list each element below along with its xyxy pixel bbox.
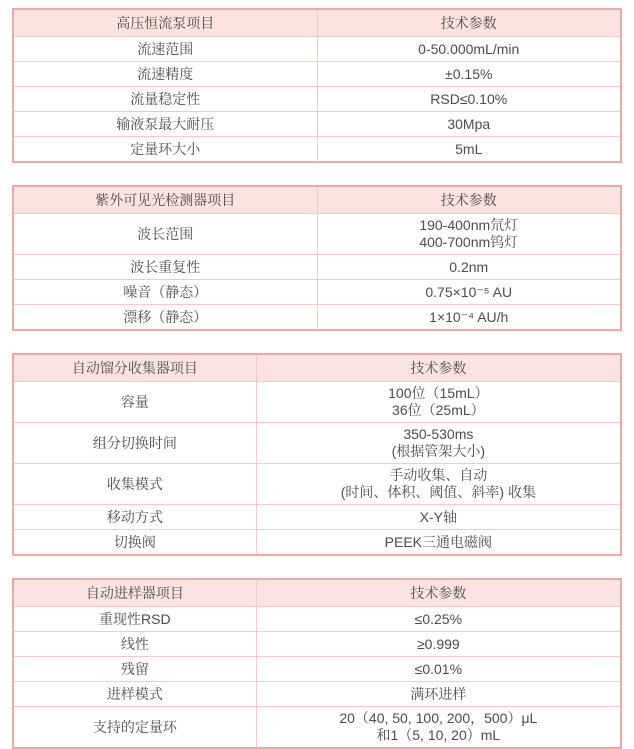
spec-value-line: RSD≤0.10% — [430, 90, 508, 107]
table-row — [13, 707, 621, 749]
spec-label-cell: 重现性RSD — [13, 607, 256, 632]
column-header-param: 技术参数 — [256, 579, 621, 607]
spec-label-cell: 组分切换时间 — [13, 423, 256, 464]
table-header-row — [13, 9, 621, 37]
table-row — [13, 632, 621, 657]
spec-value-line: ≤0.25% — [414, 610, 463, 627]
spec-value-line: 5mL — [455, 140, 483, 157]
spec-label-cell: 切换阀 — [13, 530, 256, 556]
table-row — [13, 423, 621, 464]
column-header-item: 紫外可见光检测器项目 — [13, 186, 317, 214]
spec-label-cell: 流量稳定性 — [13, 87, 317, 112]
spec-label-cell: 波长范围 — [13, 214, 317, 255]
spec-label-cell: 移动方式 — [13, 505, 256, 530]
spec-value-line: 350-530ms — [403, 426, 474, 442]
column-header-param: 技术参数 — [317, 9, 621, 37]
spec-label-cell: 进样模式 — [13, 682, 256, 707]
table-row — [13, 62, 621, 87]
spec-value-cell — [317, 305, 621, 331]
spec-value-line: 190-400nm氘灯 — [419, 217, 519, 233]
spec-value-line: 0.2nm — [449, 258, 489, 275]
table-body — [13, 607, 621, 749]
spec-value-cell — [256, 505, 621, 530]
spec-value-line: 36位（25mL） — [392, 402, 485, 418]
spec-value-cell — [256, 657, 621, 682]
spec-value-line: 和1（5, 10, 20）mL — [376, 727, 501, 743]
spec-label-cell: 定量环大小 — [13, 137, 317, 163]
spec-value-cell — [256, 423, 621, 464]
table-body — [13, 382, 621, 556]
spec-label-cell: 漂移（静态） — [13, 305, 317, 331]
detector-spec-table — [12, 185, 622, 331]
spec-value-cell — [256, 464, 621, 505]
spec-label-cell: 残留 — [13, 657, 256, 682]
pump-spec-table — [12, 8, 622, 163]
spec-value-cell — [317, 37, 621, 62]
table-row — [13, 607, 621, 632]
table-row — [13, 505, 621, 530]
spec-value-line: ±0.15% — [445, 65, 493, 82]
table-row — [13, 37, 621, 62]
spec-label-cell: 流速精度 — [13, 62, 317, 87]
fraction-collector-spec-table — [12, 353, 622, 556]
spec-value-line: 满环进样 — [410, 685, 467, 702]
spec-value-cell — [317, 280, 621, 305]
spec-value-cell — [256, 530, 621, 556]
spec-label-cell: 容量 — [13, 382, 256, 423]
table-header-row — [13, 354, 621, 382]
column-header-item: 高压恒流泵项目 — [13, 9, 317, 37]
spec-value-cell — [256, 632, 621, 657]
spec-value-line: 30Mpa — [447, 115, 491, 132]
spec-value-cell — [256, 707, 621, 749]
autosampler-spec-table — [12, 578, 622, 749]
spec-value-cell — [256, 682, 621, 707]
spec-value-cell — [317, 214, 621, 255]
spec-value-cell — [317, 255, 621, 280]
spec-value-cell — [256, 382, 621, 423]
spec-label-cell: 噪音（静态） — [13, 280, 317, 305]
spec-value-line: (时间、体积、阈值、斜率) 收集 — [340, 484, 536, 500]
table-row — [13, 137, 621, 163]
spec-value-line: PEEK三通电磁阀 — [384, 533, 493, 550]
spec-value-line: 20（40, 50, 100, 200，500）μL — [339, 710, 538, 726]
spec-value-line: 1×10⁻⁴ AU/h — [429, 308, 509, 325]
spec-value-cell — [256, 607, 621, 632]
spec-value-line: 0.75×10⁻⁵ AU — [425, 283, 513, 300]
table-row — [13, 305, 621, 331]
column-header-param: 技术参数 — [256, 354, 621, 382]
spec-value-line: X-Y轴 — [419, 508, 458, 525]
spec-value-line: 0-50.000mL/min — [418, 40, 520, 57]
spec-value-cell — [317, 62, 621, 87]
spec-value-cell — [317, 87, 621, 112]
spec-label-cell: 支持的定量环 — [13, 707, 256, 749]
column-header-item: 自动馏分收集器项目 — [13, 354, 256, 382]
table-row — [13, 682, 621, 707]
table-row — [13, 657, 621, 682]
spec-label-cell: 线性 — [13, 632, 256, 657]
table-header-row — [13, 186, 621, 214]
table-row — [13, 87, 621, 112]
spec-value-cell — [317, 137, 621, 163]
table-row — [13, 112, 621, 137]
table-row — [13, 280, 621, 305]
spec-label-cell: 流速范围 — [13, 37, 317, 62]
table-row — [13, 530, 621, 556]
table-header-row — [13, 579, 621, 607]
table-body — [13, 214, 621, 331]
spec-value-line: (根据管架大小) — [391, 443, 485, 459]
spec-label-cell: 输液泵最大耐压 — [13, 112, 317, 137]
spec-value-line: ≤0.01% — [414, 660, 463, 677]
spec-label-cell: 波长重复性 — [13, 255, 317, 280]
column-header-param: 技术参数 — [317, 186, 621, 214]
table-row — [13, 214, 621, 255]
spec-value-line: 400-700nm钨灯 — [419, 234, 519, 250]
column-header-item: 自动进样器项目 — [13, 579, 256, 607]
table-body — [13, 37, 621, 163]
table-row — [13, 255, 621, 280]
spec-value-line: 100位（15mL） — [388, 385, 489, 401]
spec-value-cell — [317, 112, 621, 137]
spec-value-line: 手动收集、自动 — [389, 467, 488, 483]
table-row — [13, 382, 621, 423]
table-row — [13, 464, 621, 505]
spec-value-line: ≥0.999 — [416, 635, 460, 652]
spec-label-cell: 收集模式 — [13, 464, 256, 505]
